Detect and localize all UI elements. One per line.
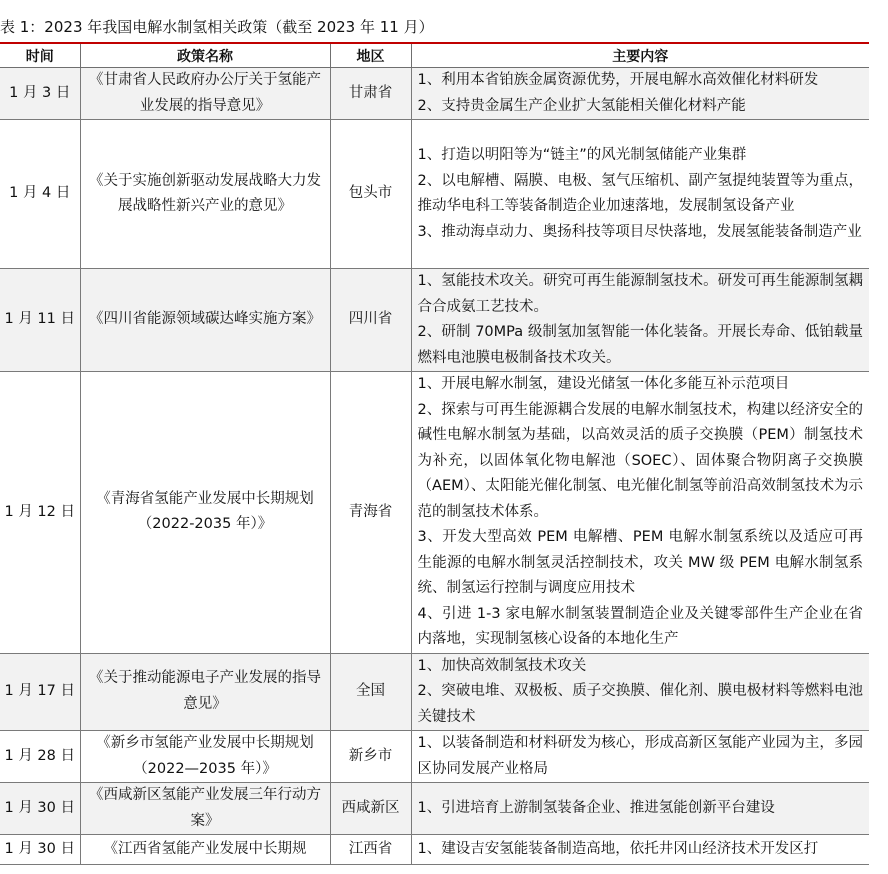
content-item: 2、支持贵金属生产企业扩大氢能相关催化材料产能 [417, 97, 746, 114]
row-date: 1 月 11 日 [0, 269, 80, 372]
row-region: 包头市 [330, 120, 411, 269]
row-content [411, 68, 869, 120]
table-row [0, 68, 869, 120]
table-row [0, 783, 869, 835]
row-policy: 《江西省氢能产业发展中长期规 [80, 835, 330, 865]
content-item: 1、利用本省铂族金属资源优势，开展电解水高效催化材料研发 [417, 72, 819, 88]
content-item: 4、引进 1-3 家电解水制氢装置制造企业及关键零部件生产企业在省内落地，实现制氢核心设备的本地化生产 [417, 605, 863, 647]
content-item: 1、开展电解水制氢，建设光储氢一体化多能互补示范项目 [417, 376, 790, 392]
content-item: 3、推动海卓动力、奥扬科技等项目尽快落地，发展氢能装备制造产业 [417, 223, 862, 240]
row-content [411, 835, 869, 865]
row-region: 全国 [330, 653, 411, 731]
row-content [411, 269, 869, 372]
row-region: 西咸新区 [330, 783, 411, 835]
table-row [0, 653, 869, 731]
table-row [0, 731, 869, 783]
content-item: 3、开发大型高效 PEM 电解槽、PEM 电解水制氢系统以及适应可再生能源的电解水制氢灵活控制技术，攻关 MW 级 PEM 电解水制氢系统、制氢运行控制与调度应用技术 [417, 529, 863, 596]
row-region: 新乡市 [330, 731, 411, 783]
header-content: 主要内容 [411, 44, 869, 68]
row-policy: 《关于推动能源电子产业发展的指导意见》 [80, 653, 330, 731]
row-policy: 《关于实施创新驱动发展战略大力发展战略性新兴产业的意见》 [80, 120, 330, 269]
header-date: 时间 [0, 44, 80, 68]
row-date: 1 月 30 日 [0, 783, 80, 835]
row-policy: 《西咸新区氢能产业发展三年行动方案》 [80, 783, 330, 835]
row-content [411, 372, 869, 654]
row-content [411, 731, 869, 783]
table-row [0, 835, 869, 865]
row-content [411, 653, 869, 731]
content-item: 1、引进培育上游制氢装备企业、推进氢能创新平台建设 [417, 799, 775, 816]
row-policy: 《四川省能源领域碳达峰实施方案》 [80, 269, 330, 372]
row-date: 1 月 3 日 [0, 68, 80, 120]
row-date: 1 月 17 日 [0, 653, 80, 731]
row-region: 甘肃省 [330, 68, 411, 120]
content-item: 2、研制 70MPa 级制氢加氢智能一体化装备。开展长寿命、低铂载量燃料电池膜电极制备技术攻关。 [417, 324, 863, 366]
table-caption: 表 1：2023 年我国电解水制氢相关政策（截至 2023 年 11 月） [0, 18, 434, 36]
row-date: 1 月 12 日 [0, 372, 80, 654]
row-region: 江西省 [330, 835, 411, 865]
header-region: 地区 [330, 44, 411, 68]
content-item: 2、突破电堆、双极板、质子交换膜、催化剂、膜电极材料等燃料电池关键技术 [417, 683, 863, 725]
table-row [0, 269, 869, 372]
header-row [0, 44, 869, 68]
header-policy: 政策名称 [80, 44, 330, 68]
row-content [411, 120, 869, 269]
row-policy: 《新乡市氢能产业发展中长期规划（2022—2035 年）》 [80, 731, 330, 783]
content-item: 1、氢能技术攻关。研究可再生能源制氢技术。研发可再生能源制氢耦合合成氨工艺技术。 [417, 273, 863, 315]
policy-table [0, 44, 869, 865]
content-item: 1、打造以明阳等为“链主”的风光制氢储能产业集群 [417, 147, 747, 163]
row-policy: 《甘肃省人民政府办公厅关于氢能产业发展的指导意见》 [80, 68, 330, 120]
content-item: 1、以装备制造和材料研发为核心，形成高新区氢能产业园为主，多园区协同发展产业格局 [417, 735, 863, 777]
content-item: 2、探索与可再生能源耦合发展的电解水制氢技术，构建以经济安全的碱性电解水制氢为基础，以高效灵活的质子交换膜（PEM）制氢技术为补充，以固体氧化物电解池（SOEC）、固体聚合物阴离子交换膜（AEM）、太阳能光催化制氢、电光催化制氢等前沿高效制氢技术为示范的制氢技术体系。 [417, 401, 863, 520]
row-date: 1 月 30 日 [0, 835, 80, 865]
row-policy: 《青海省氢能产业发展中长期规划（2022-2035 年）》 [80, 372, 330, 654]
content-item: 2、以电解槽、隔膜、电极、氢气压缩机、副产氢提纯装置等为重点，推动华电科工等装备制造企业加速落地，发展制氢设备产业 [417, 172, 863, 214]
row-date: 1 月 4 日 [0, 120, 80, 269]
row-region: 青海省 [330, 372, 411, 654]
row-region: 四川省 [330, 269, 411, 372]
content-item: 1、加快高效制氢技术攻关 [417, 657, 587, 674]
row-content [411, 783, 869, 835]
table-row [0, 120, 869, 269]
row-date: 1 月 28 日 [0, 731, 80, 783]
content-item: 1、建设吉安氢能装备制造高地，依托井冈山经济技术开发区打 [417, 840, 819, 857]
table-row [0, 372, 869, 654]
